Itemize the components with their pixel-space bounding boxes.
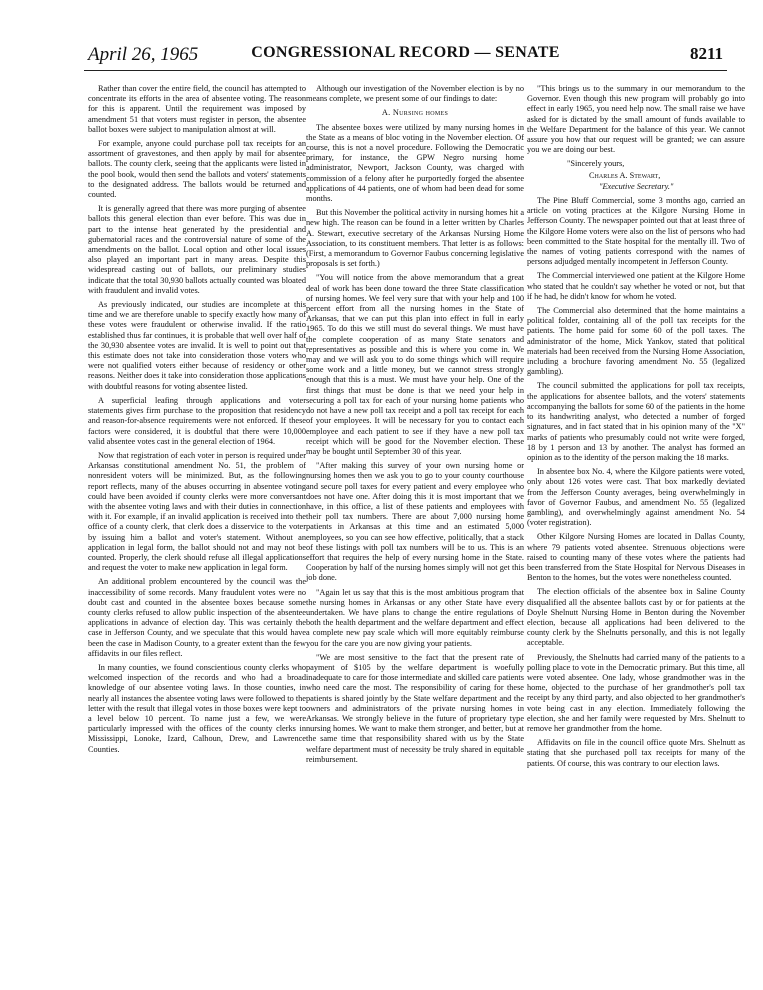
paragraph: As previously indicated, our studies are incomplete at this time and we are therefore unable to specify exactly how many of these votes were fraudulent or otherwise invalid. If the ratio established thus far continues, it is probable that well over half of the 30,930 absentee votes are invalid. It is well to point out that this estimate does not take into consideration those voters who were not qualified voters either because of residency or other reasons. Neither does it take into consideration those applications with doubtful reasons for voting absentee listed.	[88, 300, 306, 391]
paragraph: The Pine Bluff Commercial, some 3 months ago, carried an article on voting practices at the Kilgore Nursing Home in Jefferson County. The newspaper pointed out that at least three of the Kilgore Home voters were also on the list of persons who had been committed to the State hospital for the mentally ill. Two of the names of voting patients correspond with the names of persons adjudged mentally incompetent in Jefferson County.	[527, 196, 745, 267]
paragraph: The election officials of the absentee box in Saline County disqualified all the absentee ballots cast by or for patients at the Doyle Shelnutt Nursing Home in Benton during the November election, because all applications had been delivered to the county clerk by the Shelnutts personally, and this is not legally acceptable.	[527, 587, 745, 648]
paragraph: An additional problem encountered by the council was the inaccessibility of some records. Many fraudulent votes were no doubt cast and counted in the absentee boxes because some county clerks refused to allow public inspection of the absentee applications in advance of election day. This was certainly the case in Jefferson County, and we speculate that this would have been the case in Madison County, to a greater extent than the few affidavits in our files reflect.	[88, 577, 306, 658]
paragraph: The Commercial also determined that the home maintains a political folder, containing all of the poll tax receipts for the patients. The home paid for some 60 of the poll taxes. The administrator of the home, Mick Yankov, stated that political materials had been received from the Nursing Home Association, including a brochure favoring amendment No. 55 (legalized gambling).	[527, 306, 745, 377]
paragraph: The council submitted the applications for poll tax receipts, the applications for absentee ballots, and the voters' statements accompanying the ballots for some 60 of the patients in the home to its handwriting analyst, who detected a number of forged signatures, and in fact stated that in his opinion many of the "X" marks of patients who presumably could not write were forged, 18 by 1 person and 13 by another. The analyst has formed an opinion as to the identity of the person making the 18 marks.	[527, 381, 745, 462]
section-subheading: A. Nursing homes	[381, 108, 449, 118]
paragraph: Previously, the Shelnutts had carried many of the patients to a polling place to vote in the Democratic primary. But this time, all were voted absentee. One lady, whose grandmother was in the home, objected to the purchase of her grandmother's poll tax receipt by any third party, and also objected to her grandmother's vote being cast in any election. Immediately following the election, she and her family were requested by Mrs. Shelnutt to remove her grandmother from the home.	[527, 652, 745, 733]
paragraph: In many counties, we found conscientious county clerks who welcomed inspection of the records and who had a broad knowledge of our absentee voting laws. In those counties, in nearly all instances the absentee voting laws were followed to the letter with the result that illegal votes in those boxes were kept to a level below 10 percent. To name just a few, we were particularly impressed with the offices of the county clerks in Mississippi, Lonoke, Izard, Calhoun, Drew, and Lawrence Counties.	[88, 662, 306, 754]
paragraph: "This brings us to the summary in our memorandum to the Governor. Even though this new program will probably go into effect in early 1965, you need help now. The small raise we have asked for is dictated by the small amount of funds available to the Welfare Department for the balance of this year. We cannot assure you how that our request will be granted; we can assure you we are doing our best.	[527, 84, 745, 155]
letter-closing: "Sincerely yours,	[567, 159, 625, 169]
header-date: April 26, 1965	[88, 44, 199, 65]
paragraph: Now that registration of each voter in person is required under Arkansas constitutional amendment No. 51, the problem of nonresident voters will be minimized. But, as the following report reflects, many of the abuses occurring in absentee voting could have been avoided if county clerks were more conversant with the absentee voting laws and with their duties in connection with it. For example, if an invalid application is received into the office of a county clerk, that clerk does a disservice to the voter by issuing him a ballot and voter's statement. Without an application in legal form, the ballot should not and may not be counted. Properly, the clerk should refuse all illegal applications and request the voter to make new application in legal form.	[88, 450, 306, 573]
header-page-number: 8211	[689, 44, 723, 63]
paragraph: For example, anyone could purchase poll tax receipts for an assortment of gravestones, and then apply by mail for absentee ballots. The county clerk, seeing that the applicants were listed in the pool book, would then send the ballots and voters' statements to the designated address. The ballots would be returned and counted.	[88, 139, 306, 200]
paragraph: Rather than cover the entire field, the council has attempted to concentrate its efforts in the area of absentee voting. The reason for this is apparent. Until the requirement was imposed by amendment 51 that voters must register in person, the absentee ballot boxes were subject to manipulation almost at will.	[88, 84, 306, 134]
paragraph: The absentee boxes were utilized by many nursing homes in the State as a means of bloc voting in the November election. Of course, this is not a novel procedure. Following the Democratic primary, for instance, the GPW Negro nursing home administrator, Newport, Jackson County, was charged with commission of a felony after he purportedly forged the absentee applications of 44 patients, one of whom had been dead for some months.	[306, 122, 524, 204]
paragraph: But this November the political activity in nursing homes hit a new high. The reason can be found in a letter written by Charles A. Stewart, executive secretary of the Arkansas Nursing Home Association, to its constituent members. That letter is as follows: (First, a memorandum to Governor Faubus concerning legislative proposals is set forth.)	[306, 208, 524, 269]
paragraph: "Again let us say that this is the most ambitious program that the nursing homes in Arkansas or any other State have every undertaken. We have plans to change the entire regulations of both the health department and the welfare department and effect a complete new pay scale which will more equitably reimburse you for the care you are now giving your patients.	[306, 587, 524, 648]
letter-signer: Charles A. Stewart,	[589, 170, 661, 180]
paragraph: It is generally agreed that there was more purging of absentee ballots this general election than ever before. This was due in part to the intense heat generated by the presidential and gubernatorial races and the controversial nature of some of the amendments on the ballot. Local option and other local issues also played an important part in many areas. Despite this widespread casting out of ballots, our preliminary studies indicate that the total 30,930 ballots actually counted was bloated with fraudulent and invalid votes.	[88, 204, 306, 295]
paragraph: A superficial leafing through applications and voter statements gives firm purchase to the proposition that residency and reason-for-absence requirements were not enforced. If these factors were considered, it is doubtful that there were 10,000 valid absentee votes cast in the general election of 1964.	[88, 395, 306, 446]
column-middle	[306, 84, 524, 984]
paragraph: The Commercial interviewed one patient at the Kilgore Home who stated that he couldn't say whether he voted or not, but that if he had, he didn't know for whom he voted.	[527, 271, 745, 301]
paragraph: "You will notice from the above memorandum that a great deal of work has been done toward the three State classification of nursing homes. We feel very sure that with your help and 100 percent effort from all the nursing homes in the State of Arkansas, that we can put this plan into effect in full in early 1965. To do this we still must do several things. We must have the complete cooperation of as many State senators and representatives as possible and this is where you come in. We may and we will ask you to do some things which will require some work and a little money, but we cannot stress strongly enough that this is a must. We must have your help. One of the first things that must be done is that we need your help in securing a poll tax for each of your nursing home patients who do not have a new poll tax receipt and a poll tax receipt for each of your employees. It will be necessary for you to contact each employee and each patient to see if they have a new poll tax receipt which will be good for the November election. These may be bought until September 30 of this year.	[306, 273, 524, 456]
header-title: CONGRESSIONAL RECORD — SENATE	[251, 44, 560, 61]
page-header	[84, 40, 727, 71]
paragraph: In absentee box No. 4, where the Kilgore patients were voted, only about 126 votes were cast. That box markedly deviated from the Jefferson County averages, being overwhelmingly in favor of Governor Faubus, and amendment No. 55 (legalized gambling), and overwhelmingly against amendment No. 54 (voter registration).	[527, 467, 745, 528]
column-left	[88, 84, 306, 984]
paragraph: Affidavits on file in the council office quote Mrs. Shelnutt as stating that she purchased poll tax receipts for many of the patients. Of course, this was contrary to our election laws.	[527, 738, 745, 768]
paragraph: Other Kilgore Nursing Homes are located in Dallas County, where 79 patients voted absentee. Strenuous objections were raised to counting many of these votes where the patients had been transferred from the State Hospital for Nervous Diseases in Benton to the homes, but the votes were nonetheless counted.	[527, 532, 745, 583]
paragraph: "After making this survey of your own nursing home or nursing homes then we ask you to go to your county courthouse and secure poll taxes for every patient and every employee who does not have one. After doing this it is most important that we have, in this office, a list of these patients and employees with their poll tax numbers. There are about 7,000 nursing home patients in Arkansas at this time and an estimated 5,000 employees, so you can see how effective, politically, that a stack of these listings with poll tax numbers will be to us. This is an effort that requires the help of every nursing home in the State. Cooperation by half of the nursing homes simply will not get this job done.	[306, 461, 524, 583]
paragraph: "We are most sensitive to the fact that the present rate of payment of $105 by the welfare department is woefully inadequate to care for those intermediate and skilled care patients who need care the most. The responsibility of caring for these patients is shared jointly by the State welfare department and the owners and administrators of the private nursing homes in Arkansas. We strongly believe in the future of proprietary type nursing homes. We want to make them stronger, and better, but at the same time that responsibility shared with us by the State welfare department must of necessity be truly shared in equitable reimbursement.	[306, 652, 524, 764]
letter-signer-title: "Executive Secretary."	[599, 181, 674, 191]
column-right	[527, 84, 745, 984]
paragraph: Although our investigation of the November election is by no means complete, we present some of our findings to date:	[306, 84, 524, 104]
